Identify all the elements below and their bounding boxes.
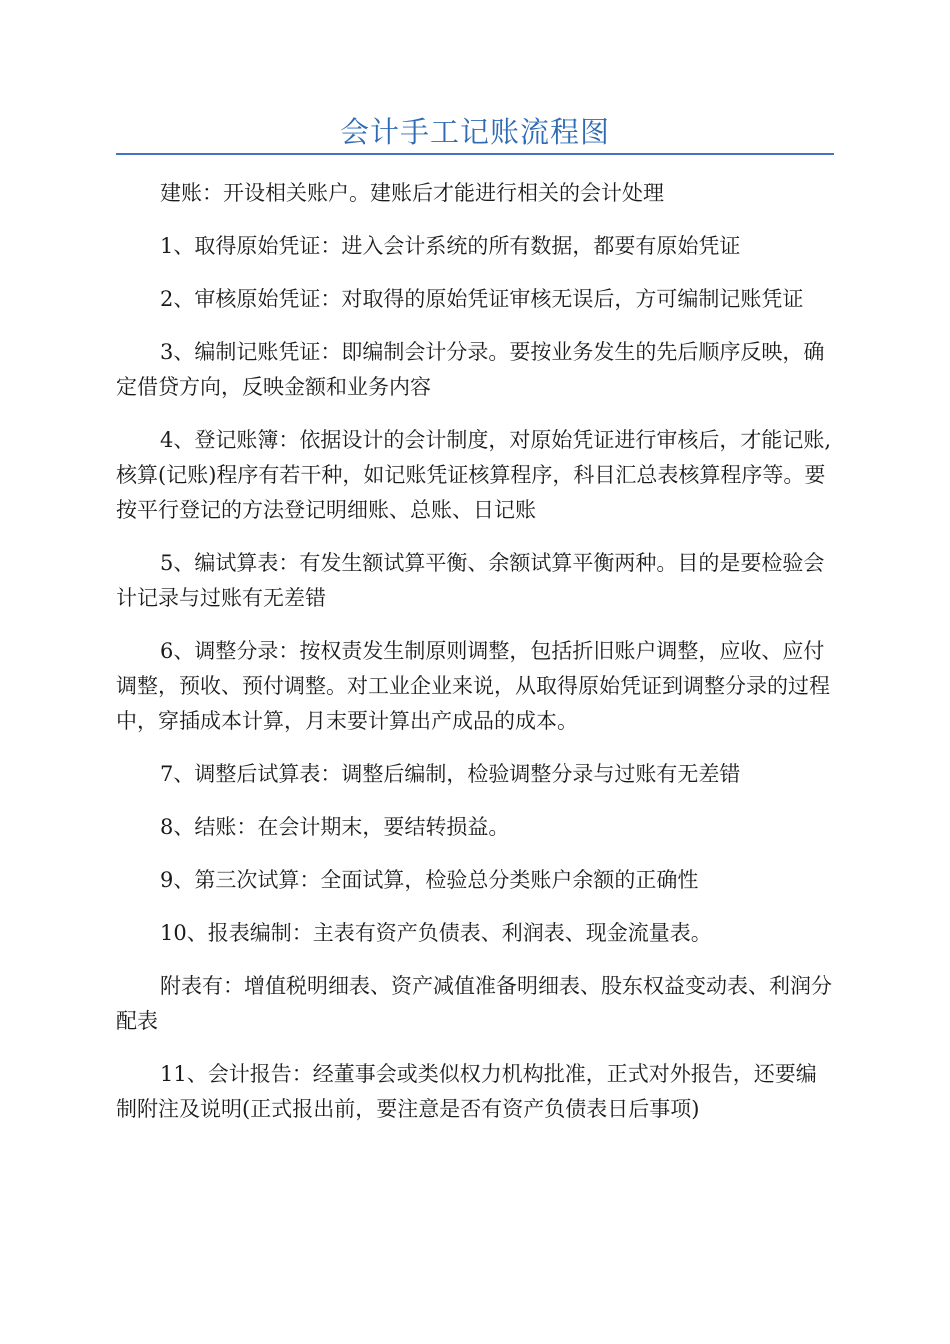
paragraph-step-8: 8、结账：在会计期末，要结转损益。: [160, 815, 510, 839]
title-underline: [116, 153, 834, 155]
paragraph-step-2: 2、审核原始凭证：对取得的原始凭证审核无误后，方可编制记账凭证: [160, 287, 804, 311]
document-body: [116, 176, 834, 1145]
paragraph-step-6: 6、调整分录：按权责发生制原则调整，包括折旧账户调整，应收、应付调整，预收、预付调整。对工业企业来说，从取得原始凭证到调整分录的过程中，穿插成本计算，月末要计算出产成品的成本。: [116, 639, 830, 733]
paragraph-step-10: 10、报表编制：主表有资产负债表、利润表、现金流量表。: [160, 921, 712, 945]
paragraph-step-5: 5、编试算表：有发生额试算平衡、余额试算平衡两种。目的是要检验会计记录与过账有无差错: [116, 551, 825, 610]
paragraph-step-4: 4、登记账簿：依据设计的会计制度，对原始凭证进行审核后，才能记账,核算(记账)程序有若干种，如记账凭证核算程序，科目汇总表核算程序等。要按平行登记的方法登记明细账、总账、日记账: [116, 428, 832, 522]
paragraph-setup-accounts: 建账：开设相关账户。建账后才能进行相关的会计处理: [160, 181, 664, 205]
paragraph-step-1: 1、取得原始凭证：进入会计系统的所有数据，都要有原始凭证: [160, 234, 741, 258]
paragraph-attached-reports: 附表有：增值税明细表、资产减值准备明细表、股东权益变动表、利润分配表: [116, 974, 832, 1033]
paragraph-step-3: 3、编制记账凭证：即编制会计分录。要按业务发生的先后顺序反映，确定借贷方向，反映金额和业务内容: [116, 340, 825, 399]
paragraph-step-7: 7、调整后试算表：调整后编制，检验调整分录与过账有无差错: [160, 762, 741, 786]
paragraph-step-9: 9、第三次试算：全面试算，检验总分类账户余额的正确性: [160, 868, 699, 892]
paragraph-step-11: 11、会计报告：经董事会或类似权力机构批准，正式对外报告，还要编制附注及说明(正式报出前，要注意是否有资产负债表日后事项): [116, 1062, 817, 1121]
document-title: 会计手工记账流程图: [339, 115, 610, 149]
